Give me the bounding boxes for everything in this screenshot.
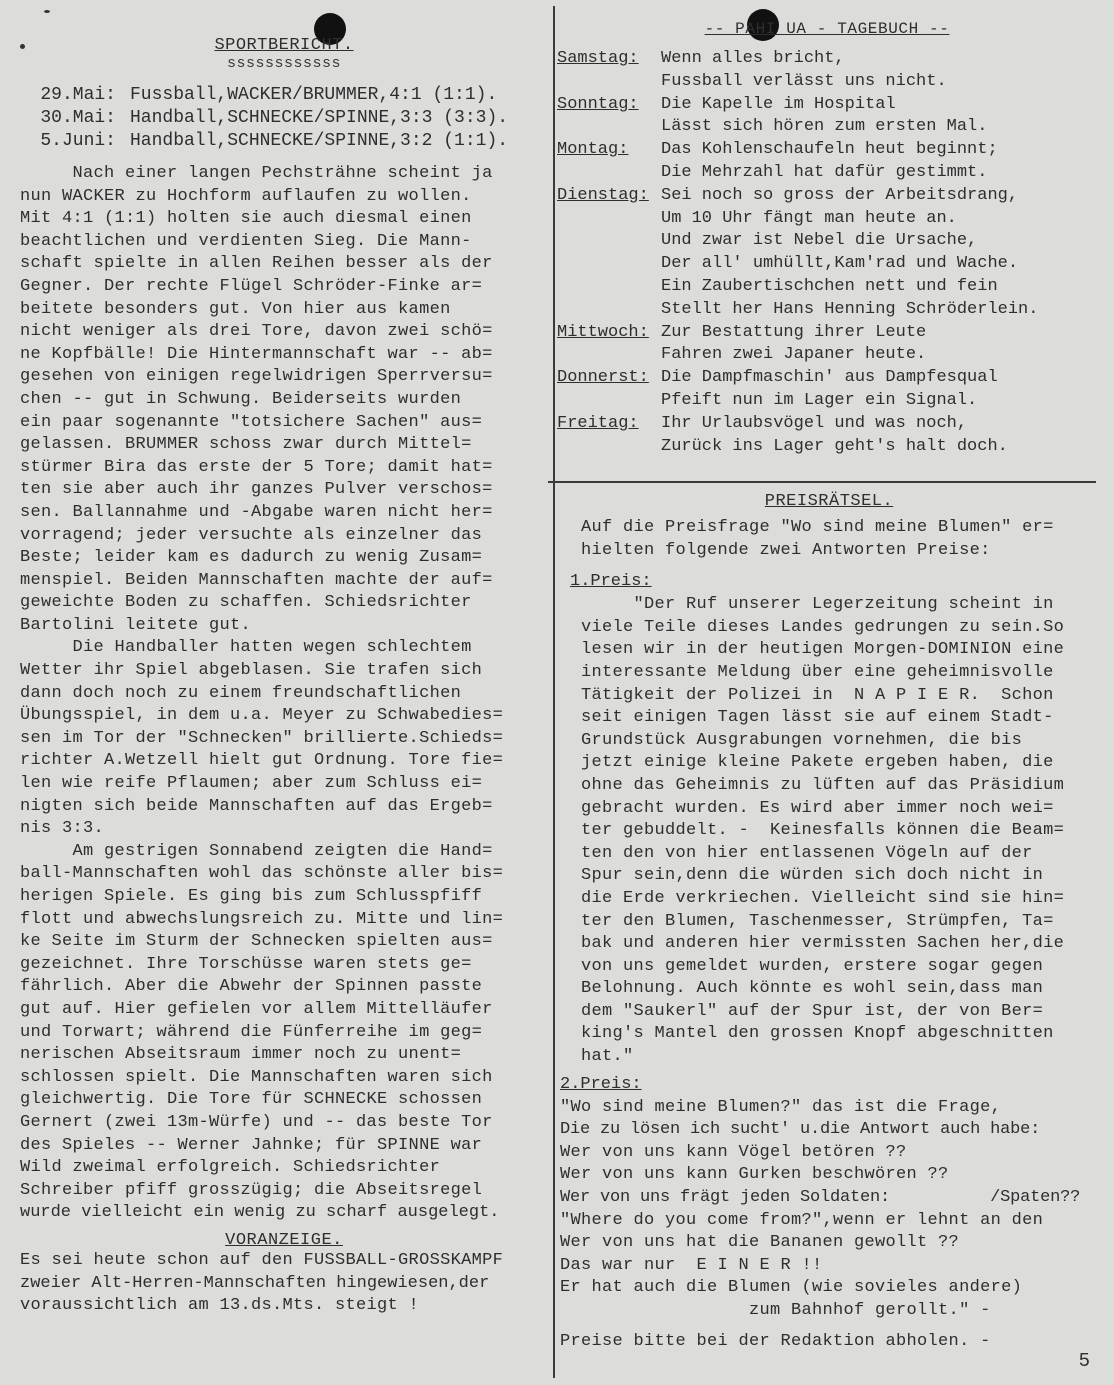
result-date: 29.Mai: (40, 85, 116, 105)
text-line: ten sie aber auch ihr ganzes Pulver verschos= (20, 480, 493, 500)
text-line: Schreiber pfiff grosszügig; die Abseitsregel (20, 1180, 483, 1200)
diary-text: Zur Bestattung ihrer Leute (661, 322, 927, 342)
text-line: voraussichtlich am 13.ds.Mts. steigt ! (20, 1296, 420, 1316)
text-line: Tätigkeit der Polizei in N A P I E R. Schon (560, 685, 1054, 705)
text-line: lesen wir in der heutigen Morgen-DOMINION eine (560, 640, 1065, 660)
text-line: jetzt einige kleine Pakete ergeben haben, die (560, 753, 1054, 773)
text-line: bak und anderen hier vermissten Sachen her,die (560, 934, 1065, 954)
text-line: beachtlichen und verdienten Sieg. Die Mann- (20, 231, 472, 251)
text-line: nigten sich beide Mannschaften auf das Ergeb= (20, 796, 493, 816)
text-line: dem "Saukerl" auf der Spur ist, der von Ber= (560, 1001, 1044, 1021)
result-date: 30.Mai: (40, 108, 116, 128)
diary-day (557, 162, 661, 185)
text-line: sen. Ballannahme und -Abgabe waren nicht her= (20, 502, 493, 522)
text-line: Es sei heute schon auf den FUSSBALL-GROSSKAMPF (20, 1250, 504, 1270)
diary-text: Ihr Urlaubsvögel und was noch, (661, 413, 968, 433)
text-line: "Wo sind meine Blumen?" das ist die Frage, (560, 1097, 1002, 1117)
diary-day: Dienstag: (557, 185, 649, 205)
left-column (20, 36, 548, 1318)
results-list (20, 84, 548, 153)
text-line: herigen Spiele. Es ging bis zum Schlusspfiff (20, 887, 483, 906)
diary-row (557, 116, 1097, 139)
text-line: richter A.Wetzell hielt gut Ordnung. Tore fie= (20, 751, 504, 771)
prize1-answer (560, 594, 1098, 1068)
text-line: Wild zweimal erfolgreich. Schiedsrichter (20, 1158, 441, 1178)
text-line: nun WACKER zu Hochform auflaufen zu wollen. (20, 186, 472, 206)
diary-text: Die Mehrzahl hat dafür gestimmt. (661, 162, 988, 182)
diary-day (557, 230, 661, 253)
text-line: ten den von hier entlassenen Vögeln auf der (560, 843, 1033, 863)
result-row (20, 130, 548, 153)
text-line: Wer von uns kann Gurken beschwören ?? (560, 1165, 949, 1185)
diary-text: Das Kohlenschaufeln heut beginnt; (661, 140, 998, 160)
result-text: Handball,SCHNECKE/SPINNE,3:2 (1:1). (130, 131, 509, 151)
text-line: ne Kopfbälle! Die Hintermannschaft war -- ab= (20, 344, 493, 364)
text-line: nicht weniger als drei Tore, davon zwei schö= (20, 322, 493, 342)
text-line: gut auf. Hier gefielen vor allem Mittelläufer (20, 999, 493, 1019)
prize1-label: 1.Preis: (570, 572, 652, 592)
text-line: Wer von uns kann Vögel betören ?? (560, 1142, 907, 1162)
diary-text: Lässt sich hören zum ersten Mal. (661, 117, 988, 137)
diary-day (557, 436, 661, 459)
diary-row (557, 185, 1097, 208)
text-line: und Torwart; während die Fünferreihe im geg= (20, 1022, 483, 1042)
result-text: Handball,SCHNECKE/SPINNE,3:3 (3:3). (130, 108, 509, 128)
diary-title: -- PAHI UA - TAGEBUCH -- (704, 20, 950, 38)
text-line: zweier Alt-Herren-Mannschaften hingewiesen,der (20, 1273, 490, 1293)
text-line: ter gebuddelt. - Keinesfalls können die Beam= (560, 821, 1065, 841)
text-line: ke Seite im Sturm der Schnecken spielten aus= (20, 932, 493, 952)
text-line: Wer von uns hat die Bananen gewollt ?? (560, 1233, 960, 1253)
text-line: hielten folgende zwei Antworten Preise: (560, 540, 991, 560)
text-line: nis 3:3. (20, 819, 105, 839)
text-line: Wetter ihr Spiel abgeblasen. Sie trafen sich (20, 661, 483, 681)
diary-text: Sei noch so gross der Arbeitsdrang, (661, 185, 1019, 205)
text-line: von uns gemeldet wurden, erstere sogar gegen (560, 956, 1044, 976)
result-row (20, 84, 548, 107)
text-line: Beste; leider kam es dadurch zu wenig Zusam= (20, 548, 483, 568)
diary-text: Und zwar ist Nebel die Ursache, (661, 231, 978, 251)
text-line: vorragend; jeder versuchte als einzelner das (20, 525, 483, 545)
diary-day: Mittwoch: (557, 322, 649, 342)
preview-notice (20, 1250, 548, 1318)
text-line: "Where do you come from?",wenn er lehnt an den (560, 1210, 1044, 1230)
text-line: schlossen spielt. Die Mannschaften waren sich (20, 1067, 493, 1087)
diary-text: Zurück ins Lager geht's halt doch. (661, 436, 1008, 456)
diary-row (557, 162, 1097, 185)
text-line: gesehen von einigen regelwidrigen Sperrversu= (20, 367, 493, 387)
diary-row (557, 139, 1097, 162)
diary-day (557, 116, 661, 139)
text-line: dann doch noch zu einem freundschaftlichen (20, 683, 462, 703)
diary-day: Sonntag: (557, 94, 639, 114)
diary-day: Samstag: (557, 49, 639, 68)
diary-row (557, 276, 1097, 299)
text-line: die Erde verkriechen. Vielleicht sind sie hin= (560, 888, 1065, 908)
diary-text: Die Dampfmaschin' aus Dampfesqual (661, 368, 998, 388)
text-line: len wie reife Pflaumen; aber zum Schluss ei= (20, 774, 483, 794)
puzzle-section (560, 492, 1098, 1353)
diary-row (557, 390, 1097, 413)
sport-title-underline: ssssssssssss (226, 55, 342, 72)
result-row (20, 107, 548, 130)
text-line: Spur sein,denn die würden sich doch nicht in (560, 866, 1044, 886)
text-line: ohne das Geheimnis zu lüften auf das Präsidium (560, 775, 1065, 795)
diary-day: Donnerst: (557, 368, 649, 388)
text-line: Grundstück Ausgrabungen vornehmen, die bis (560, 730, 1023, 750)
text-line: gebracht wurden. Es wird aber immer noch wei= (560, 798, 1054, 818)
diary-text: Fahren zwei Japaner heute. (661, 345, 927, 365)
text-line: gezeichnet. Ihre Torschüsse waren stets ge= (20, 954, 472, 974)
diary-row (557, 94, 1097, 117)
text-line: gelassen. BRUMMER schoss zwar durch Mittel= (20, 435, 472, 455)
diary-text: Wenn alles bricht, (661, 49, 845, 68)
text-line: Gegner. Der rechte Flügel Schröder-Finke ar= (20, 276, 483, 296)
text-line: schaft spielte in allen Reihen besser als der (20, 254, 493, 274)
prize2-label: 2.Preis: (560, 1074, 642, 1094)
handball-report-2 (20, 841, 548, 1225)
diary-day: Montag: (557, 140, 629, 160)
text-line: nerischen Abseitsraum immer noch zu unent= (20, 1045, 462, 1065)
text-line: king's Mantel den grossen Knopf abgeschnitten (560, 1024, 1054, 1044)
text-line: ball-Mannschaften wohl das schönste aller bis= (20, 864, 504, 884)
diary-row (557, 48, 1097, 71)
text-line: fährlich. Aber die Abwehr der Spinnen passte (20, 977, 483, 997)
text-line: Nach einer langen Pechsträhne scheint ja (20, 164, 493, 183)
diary-day (557, 208, 661, 231)
diary-day (557, 253, 661, 276)
diary-text: Ein Zaubertischchen nett und fein (661, 276, 998, 296)
ink-speck (44, 10, 50, 13)
text-line: des Spieles -- Werner Jahnke; für SPINNE war (20, 1135, 483, 1155)
text-line: chen -- gut in Schwung. Beiderseits wurden (20, 389, 462, 409)
diary-day (557, 71, 661, 94)
diary-day (557, 299, 661, 322)
diary-text: Um 10 Uhr fängt man heute an. (661, 208, 957, 228)
diary-row (557, 208, 1097, 231)
result-text: Fussball,WACKER/BRUMMER,4:1 (1:1). (130, 85, 498, 105)
right-column (557, 20, 1097, 458)
text-line: Bartolini leitete gut. (20, 615, 252, 635)
footer-note: Preise bitte bei der Redaktion abholen. - (560, 1331, 991, 1351)
text-line: geweichte Boden zu schaffen. Schiedsrichter (20, 593, 472, 613)
text-line: Er hat auch die Blumen (wie sovieles andere) (560, 1278, 1023, 1298)
diary-row (557, 230, 1097, 253)
text-line: Wer von uns frägt jeden Soldaten: /Spaten?? (560, 1188, 1081, 1208)
text-line: Gernert (zwei 13m-Würfe) und -- das beste Tor (20, 1112, 493, 1132)
text-line: wurde vielleicht ein wenig zu scharf ausgelegt. (20, 1203, 500, 1223)
puzzle-title: PREISRÄTSEL. (764, 492, 894, 511)
diary-row (557, 71, 1097, 94)
text-line: Auf die Preisfrage "Wo sind meine Blumen" er= (560, 518, 1054, 537)
text-line: ter den Blumen, Taschenmesser, Strümpfen, Ta= (560, 911, 1054, 931)
diary-day (557, 276, 661, 299)
text-line: viele Teile dieses Landes gedrungen zu sein.So (560, 617, 1065, 637)
column-divider (553, 6, 555, 1378)
diary-row (557, 344, 1097, 367)
text-line: zum Bahnhof gerollt." - (560, 1301, 991, 1320)
diary-text: Stellt her Hans Henning Schröderlein. (661, 299, 1039, 319)
diary-text: Die Kapelle im Hospital (661, 94, 896, 114)
diary-row (557, 413, 1097, 436)
text-line: beitete besonders gut. Von hier aus kamen (20, 299, 451, 319)
text-line: Das war nur E I N E R !! (560, 1255, 823, 1275)
diary-text: Fussball verlässt uns nicht. (661, 71, 947, 91)
diary-row (557, 322, 1097, 345)
text-line: seit einigen Tagen lässt sie auf einem Stadt- (560, 708, 1054, 728)
text-line: interessante Meldung über eine geheimnisvolle (560, 662, 1054, 682)
result-date: 5.Juni: (40, 131, 116, 151)
text-line: Belohnung. Auch könnte es wohl sein,dass man (560, 979, 1044, 999)
text-line: hat." (560, 1047, 634, 1067)
diary-text: Pfeift nun im Lager ein Signal. (661, 390, 978, 410)
text-line: Die zu lösen ich sucht' u.die Antwort auch habe: (560, 1120, 1041, 1140)
diary-row (557, 367, 1097, 390)
text-line: stürmer Bira das erste der 5 Tore; damit hat= (20, 457, 493, 477)
diary-row (557, 253, 1097, 276)
diary-row (557, 436, 1097, 459)
handball-report-1 (20, 637, 548, 840)
preview-title: VORANZEIGE. (225, 1230, 343, 1250)
text-line: gleichwertig. Die Tore für SCHNECKE schossen (20, 1090, 483, 1110)
text-line: Mit 4:1 (1:1) holten sie auch diesmal einen (20, 209, 472, 229)
diary-row (557, 299, 1097, 322)
text-line: menspiel. Beiden Mannschaften machte der auf= (20, 570, 493, 590)
text-line: ein paar sogenannte "totsichere Sachen" aus= (20, 412, 483, 432)
text-line: Am gestrigen Sonnabend zeigten die Hand= (20, 841, 493, 861)
text-line: flott und abwechslungsreich zu. Mitte und lin= (20, 909, 504, 929)
diary-day (557, 344, 661, 367)
football-report (20, 163, 548, 637)
diary-day (557, 390, 661, 413)
text-line: sen im Tor der "Schnecken" brillierte.Schieds= (20, 728, 504, 748)
prize2-answer (560, 1097, 1098, 1323)
section-divider (548, 481, 1096, 483)
sport-title: SPORTBERICHT. (214, 36, 354, 55)
diary-text: Der all' umhüllt,Kam'rad und Wache. (661, 254, 1019, 274)
text-line: "Der Ruf unserer Legerzeitung scheint in (560, 595, 1054, 615)
diary (557, 48, 1097, 458)
text-line: Die Handballer hatten wegen schlechtem (20, 638, 472, 658)
text-line: Übungsspiel, in dem u.a. Meyer zu Schwabedies= (20, 706, 504, 726)
diary-day: Freitag: (557, 413, 639, 433)
page-number: 5 (1078, 1350, 1090, 1372)
